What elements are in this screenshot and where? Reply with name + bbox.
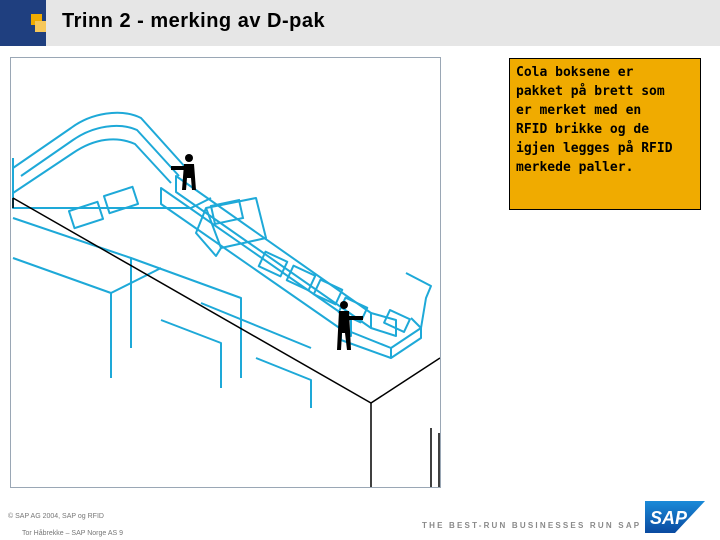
rfid-conveyor-scene-icon <box>11 58 440 487</box>
footer-presenter: Tor Håbrekke – SAP Norge AS 9 <box>22 530 124 537</box>
header-light-orange-square-icon <box>35 21 46 32</box>
sap-logo-icon <box>645 501 705 533</box>
slide-title: Trinn 2 - merking av D-pak <box>62 10 326 32</box>
footer-copyright: © SAP AG 2004, SAP og RFID <box>8 513 104 520</box>
sap-logo-text: SAP <box>650 508 688 528</box>
footer-tagline: THE BEST-RUN BUSINESSES RUN SAP <box>422 521 642 530</box>
note-text: Cola boksene er pakket på brett som er merket med en RFID brikke og de igjen legges på RFID merkede paller. <box>516 65 673 175</box>
conveyor-illustration <box>10 57 441 488</box>
note-callout <box>509 58 701 210</box>
